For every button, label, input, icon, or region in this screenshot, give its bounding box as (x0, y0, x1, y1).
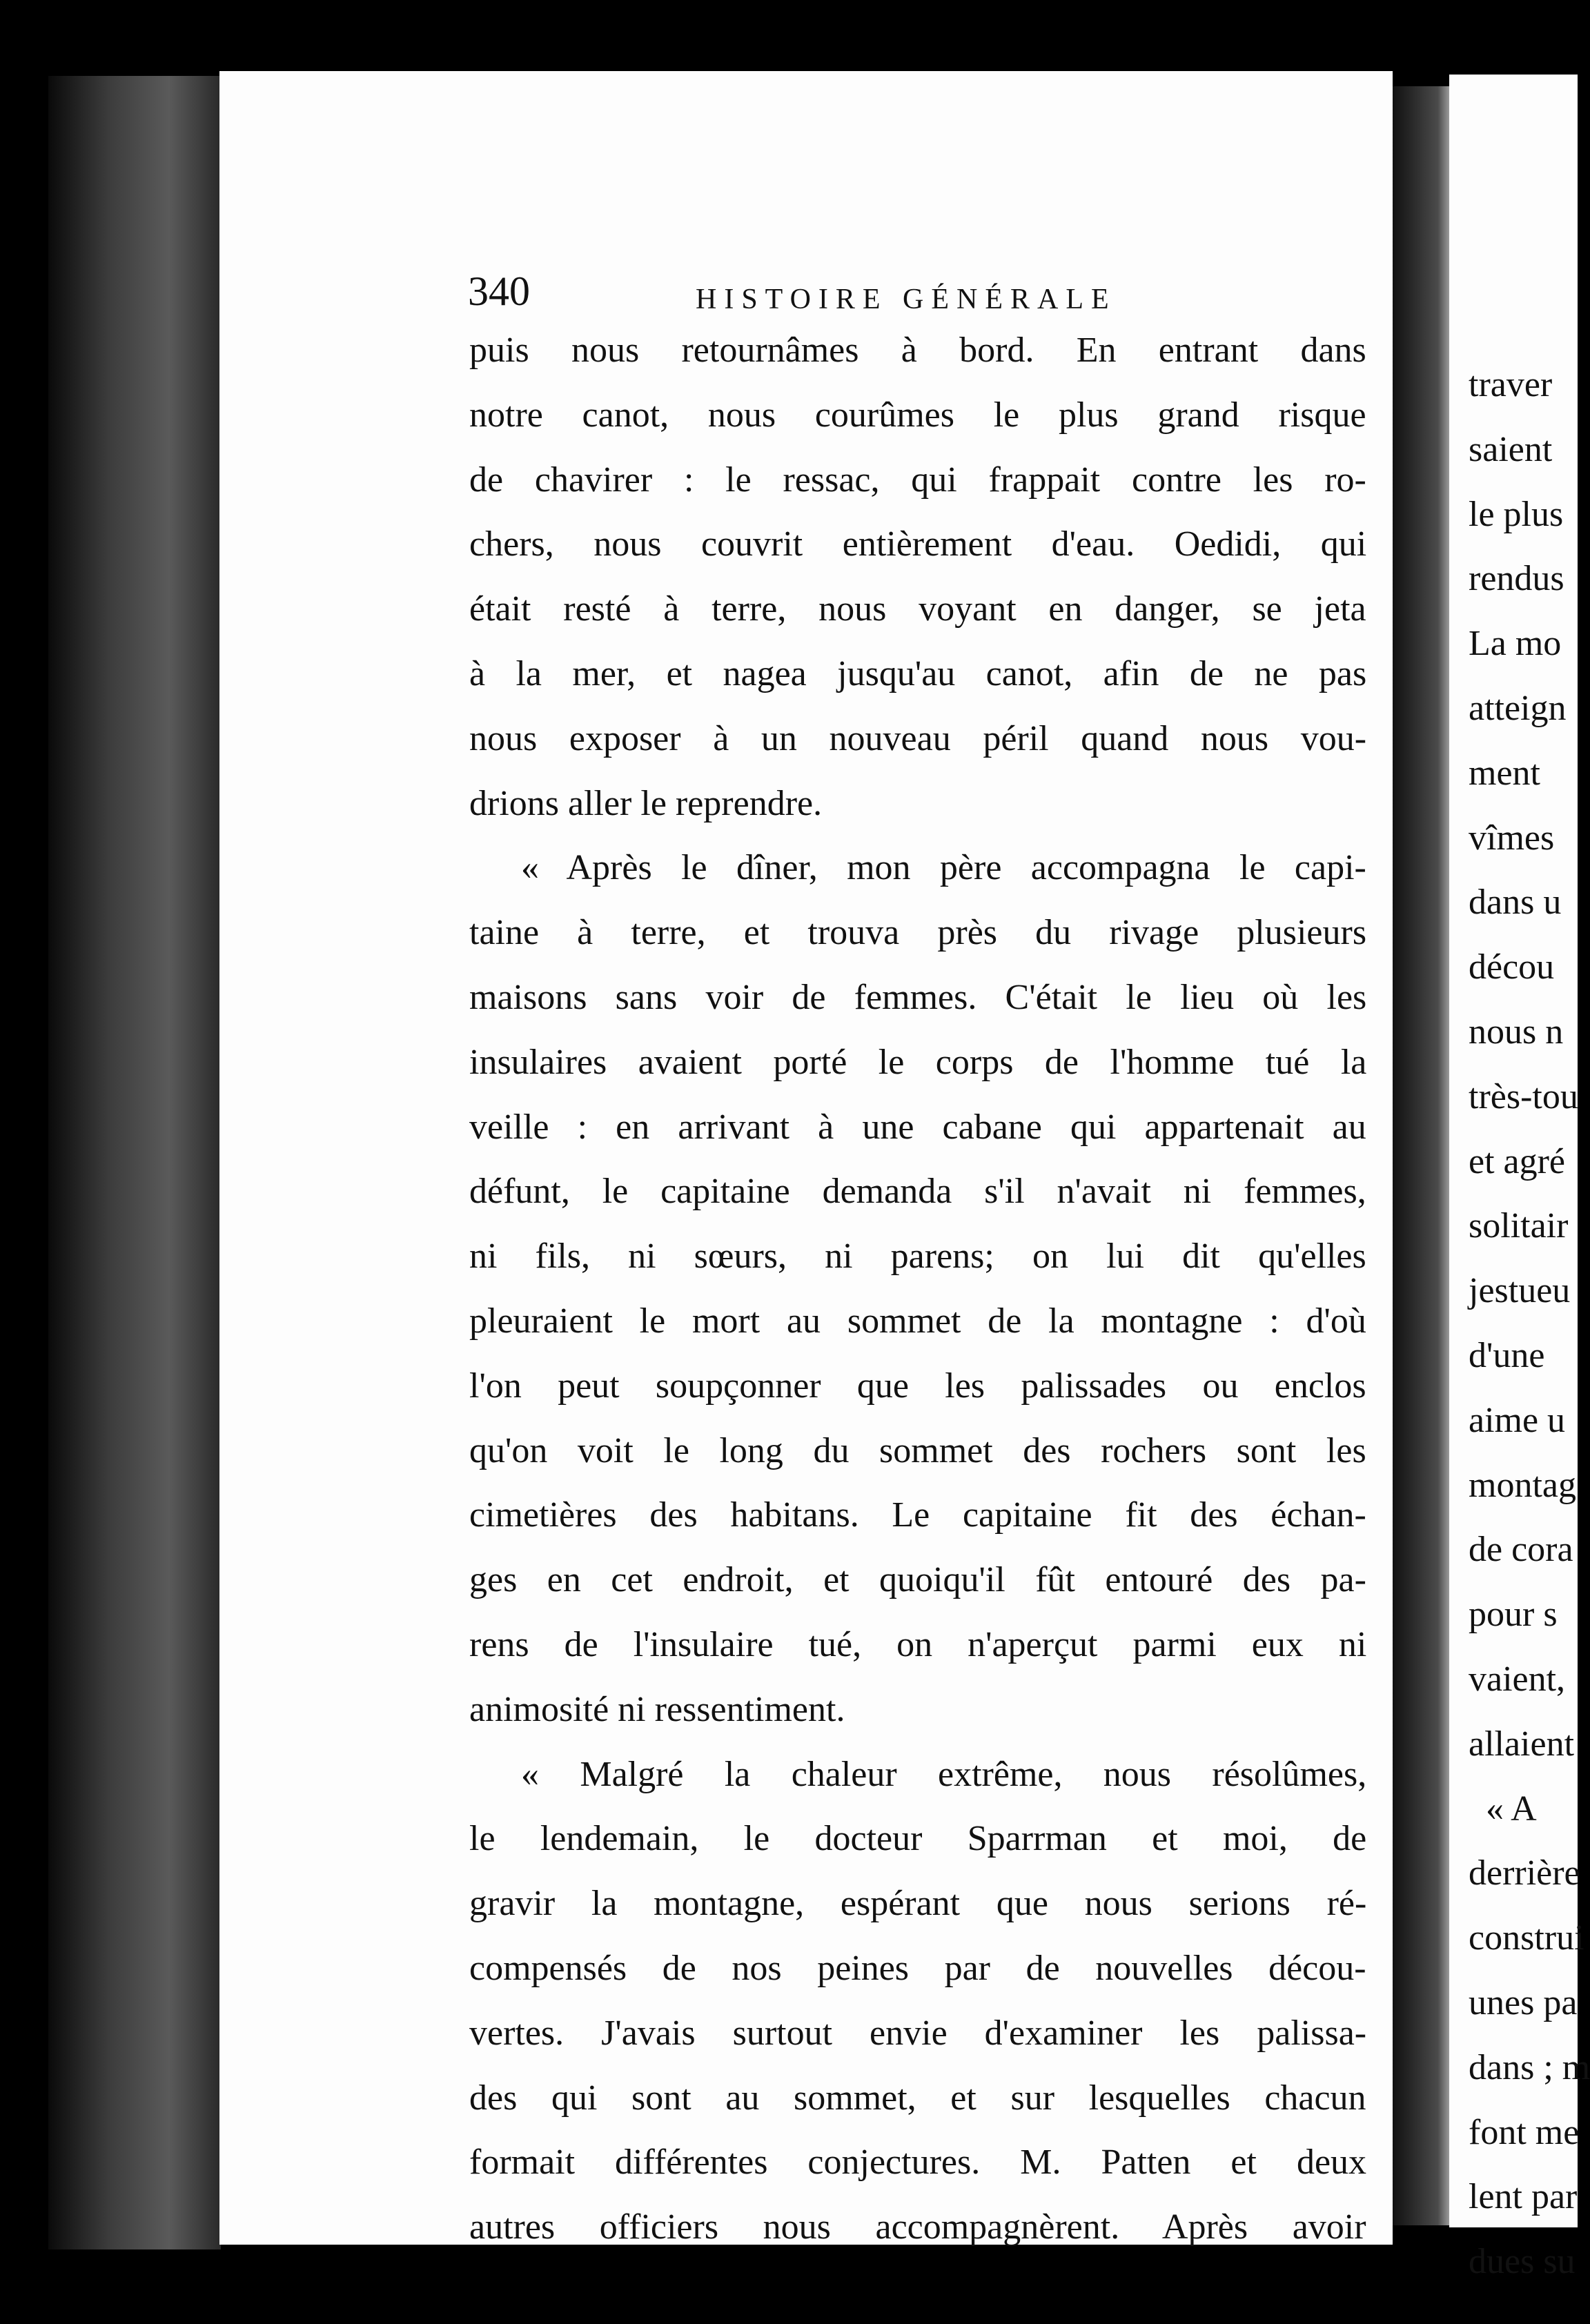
facing-text-line: dans ; m (1469, 2047, 1590, 2087)
text-line: cimetières des habitans. Le capitaine fit des échan- (469, 1495, 1366, 1535)
facing-text-line: traver (1469, 365, 1553, 404)
text-line: nous exposer à un nouveau péril quand nous vou- (469, 718, 1367, 758)
text-line: animosité ni ressentiment. (469, 1689, 845, 1729)
text-line: ni fils, ni sœurs, ni parens; on lui dit qu'elles (469, 1237, 1366, 1277)
facing-text-line: lent par (1469, 2177, 1578, 2217)
text-line: défunt, le capitaine demanda s'il n'avait ni femmes, (469, 1172, 1366, 1212)
facing-text-line: le plus (1469, 494, 1564, 534)
text-line: des qui sont au sommet, et sur lesquelles chacun (469, 2078, 1366, 2118)
text-line: chers, nous couvrit entièrement d'eau. Oedidi, qui (469, 524, 1367, 564)
facing-text-line: dans u (1469, 883, 1562, 923)
facing-text-line: derrière (1469, 1853, 1580, 1893)
page-header (468, 268, 1393, 323)
text-line: l'on peut soupçonner que les palissades ou enclos (469, 1366, 1366, 1406)
text-line: ges en cet endroit, et quoiqu'il fût entouré des pa- (469, 1560, 1366, 1600)
text-line: maisons sans voir de femmes. C'était le lieu où les (469, 978, 1367, 1017)
facing-text-line: allaient (1469, 1724, 1575, 1764)
facing-text-line: dues su (1469, 2242, 1576, 2282)
facing-text-line: jestueu (1469, 1271, 1571, 1311)
text-line: veille : en arrivant à une cabane qui appartenait au (469, 1107, 1366, 1147)
text-line: puis nous retournâmes à bord. En entrant dans (469, 331, 1366, 370)
page-gutter (1393, 86, 1449, 2225)
facing-text-line: atteign (1469, 689, 1567, 728)
facing-text-line: décou (1469, 947, 1555, 987)
text-line: formait différentes conjectures. M. Patten et deux (469, 2143, 1367, 2183)
facing-text-line: solitair (1469, 1206, 1569, 1246)
text-line: qu'on voit le long du sommet des rochers sont les (469, 1430, 1366, 1470)
facing-text-line: saient (1469, 429, 1553, 469)
facing-text-line: aime u (1469, 1400, 1566, 1440)
facing-text-line: ment (1469, 753, 1540, 793)
facing-text-line: de cora (1469, 1530, 1573, 1570)
text-line: taine à terre, et trouva près du rivage plusieurs (469, 913, 1367, 953)
text-line: compensés de nos peines par de nouvelles décou- (469, 1949, 1366, 1988)
facing-text-line: vaient, (1469, 1660, 1566, 1699)
facing-text-line: très-tou (1469, 1076, 1578, 1116)
facing-text-line: unes pa (1469, 1983, 1578, 2022)
text-line: notre canot, nous courûmes le plus grand risque (469, 395, 1366, 435)
text-line: gravir la montagne, espérant que nous serions ré- (469, 1884, 1367, 1924)
text-line: pleuraient le mort au sommet de la montagne : d'où (469, 1301, 1366, 1341)
facing-text-line: d'une (1469, 1336, 1545, 1375)
text-line: vertes. J'avais surtout envie d'examiner les palissa- (469, 2013, 1367, 2053)
facing-text-line: pour s (1469, 1595, 1558, 1635)
facing-text-line: rendus (1469, 559, 1564, 599)
text-line: rens de l'insulaire tué, on n'aperçut parmi eux ni (469, 1625, 1367, 1664)
text-line: autres officiers nous accompagnèrent. Après avoir (469, 2207, 1366, 2247)
running-title: HISTOIRE GÉNÉRALE (696, 284, 1117, 315)
text-line: « Malgré la chaleur extrême, nous résolûmes, (521, 1754, 1367, 1794)
facing-text-line: construi (1469, 1918, 1584, 1958)
text-line: était resté à terre, nous voyant en danger, se jeta (469, 589, 1366, 629)
text-line: insulaires avaient porté le corps de l'homme tué la (469, 1042, 1367, 1082)
text-line: « Après le dîner, mon père accompagna le capi- (521, 848, 1366, 888)
text-line: de chavirer : le ressac, qui frappait contre les ro- (469, 460, 1366, 500)
book-spine-shadow (48, 76, 221, 2249)
facing-text-line: La mo (1469, 624, 1562, 664)
page-number: 340 (468, 268, 530, 314)
facing-text-line: vîmes (1469, 818, 1555, 858)
facing-text-line: montag (1469, 1465, 1576, 1505)
text-line: à la mer, et nagea jusqu'au canot, afin de ne pas (469, 654, 1367, 693)
facing-text-line: font me (1469, 2112, 1580, 2152)
text-line: le lendemain, le docteur Sparrman et moi, de (469, 1819, 1367, 1859)
facing-text-line: « A (1486, 1789, 1537, 1829)
facing-text-line: nous n (1469, 1012, 1564, 1052)
facing-text-line: et agré (1469, 1141, 1566, 1181)
text-line: drions aller le reprendre. (469, 783, 823, 823)
facing-page (1449, 75, 1590, 2282)
